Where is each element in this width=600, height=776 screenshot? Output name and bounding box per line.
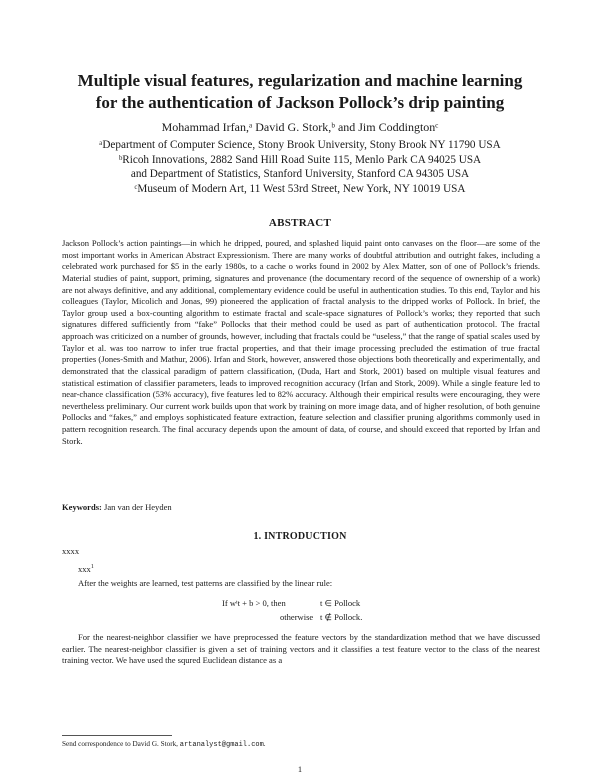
keywords	[62, 502, 172, 512]
affiliations	[30, 138, 570, 196]
rule-line-2-condition: otherwise	[280, 612, 314, 622]
footnote-text: Send correspondence to David G. Stork,	[62, 740, 180, 748]
footnote	[62, 740, 266, 749]
affiliation-b-cont: and Department of Statistics, Stanford University, Stanford CA 94305 USA	[130, 168, 470, 181]
rule-line-1-result: t ∈ Pollock	[320, 598, 361, 608]
footnote-end: .	[263, 740, 266, 748]
title-line-1: Multiple visual features, regularization and machine learning	[77, 71, 523, 90]
author-list: Mohammad Irfan,ᵃ David G. Stork,ᵇ and Jim Coddingtonᶜ	[161, 120, 439, 134]
affiliation-c: ᶜMuseum of Modern Art, 11 West 53rd Street, New York, NY 10019 USA	[134, 182, 466, 195]
affiliation-b: ᵇRicoh Innovations, 2882 Sand Hill Road Suite 115, Menlo Park CA 94025 USA	[118, 153, 482, 166]
placeholder-text-2	[78, 562, 94, 576]
title-line-2: for the authentication of Jackson Pollock’s drip painting	[95, 93, 505, 112]
footnote-email[interactable]: artanalyst@gmail.com	[179, 741, 264, 749]
abstract-heading: ABSTRACT	[268, 217, 332, 229]
placeholder-text-2-body: xxx	[78, 564, 91, 574]
after-weights-sentence: After the weights are learned, test patterns are classified by the linear rule:	[78, 578, 333, 588]
keywords-value: Jan van der Heyden	[104, 502, 172, 512]
rule-line-2	[280, 612, 313, 622]
footnote-rule	[62, 735, 172, 736]
page-number: 1	[297, 764, 303, 774]
rule-line-1	[222, 598, 286, 608]
keywords-label: Keywords:	[62, 502, 102, 512]
footnote-marker: 1	[90, 564, 94, 570]
rule-line-2-result: t ∉ Pollock.	[320, 612, 363, 622]
body-paragraph: For the nearest-neighbor classifier we have preprocessed the feature vectors by the standardization method that we have discussed earlier. The nearest-neighbor classifier is given a set of training vectors and it classifies a test feature vector to the class of the nearest training vector. We have used the squred Euclidean distance as a	[62, 632, 540, 666]
paper-title	[30, 70, 570, 114]
placeholder-text-1: xxxx	[62, 546, 80, 556]
affiliation-a: ᵃDepartment of Computer Science, Stony Brook University, Stony Brook NY 11790 USA	[99, 139, 501, 151]
section-heading-introduction: 1. INTRODUCTION	[253, 531, 347, 542]
abstract-text: Jackson Pollock’s action paintings—in which he dripped, poured, and splashed liquid paint onto canvases on the floor—are some of the most important works in American Abstract Expressionism. There are many works of doubtful attribution and outright fakes, including a celebrated work purchased for $5 in the early 1980s, to a cache o works found in 2002 by Alex Matter, son of one of Pollock’s friends. Material studies of paint, support, priming, signatures and provenance (the documentary record of the sequence of ownership of a work) are not always definitive, and any additional, complementary evidence could be useful in authentication studies. To this end, Taylor and his colleagues (Taylor, Micolich and Jonas, 99) pioneered the application of fractal analysis to the dripped works of Pollock. In brief, the Taylor group used a box-counting algorithm to estimate fractal and scale-space signatures of Pollock’s works; they reported that such signatures differed sufficiently from “fake” Pollocks that their method could be used as part of authentication protocol. The fractal approach was criticized on a number of grounds, however, including that fractals could be “useless,” that the range of spatial scales used by Taylor et al. was too narrow to infer true fractal properties, and that their image processing precluded the estimation of true fractal properties (Jones-Smith and Mathur, 2006). Irfan and Stork, however, answered those objections both theoretically and experimentally, and demonstrated that the classical paradigm of pattern classification, (Duda, Hart and Stork, 2001) based on multiple visual features and statistical estimation of classifier parameters, leads to improved recognition accuracy (Irfan and Stork, 2009). While a single feature led to near-chance classification (53% accuracy), five features led to 82% accuracy. Although their empirical results were encouraging, they were nevertheless preliminary. Our current work builds upon that work by training on more image data, and of higher resolution, of both genuine Pollocks and “fakes,” and employs sophisticated feature extraction, feature selection and classifier pruning algorithms commonly used in pattern recognition research. The final accuracy depends upon the amount of data, of course, and should exceed that reported by Irfan and Stork.	[62, 238, 540, 446]
rule-line-1-condition: If wᵗt + b > 0, then	[222, 598, 286, 608]
